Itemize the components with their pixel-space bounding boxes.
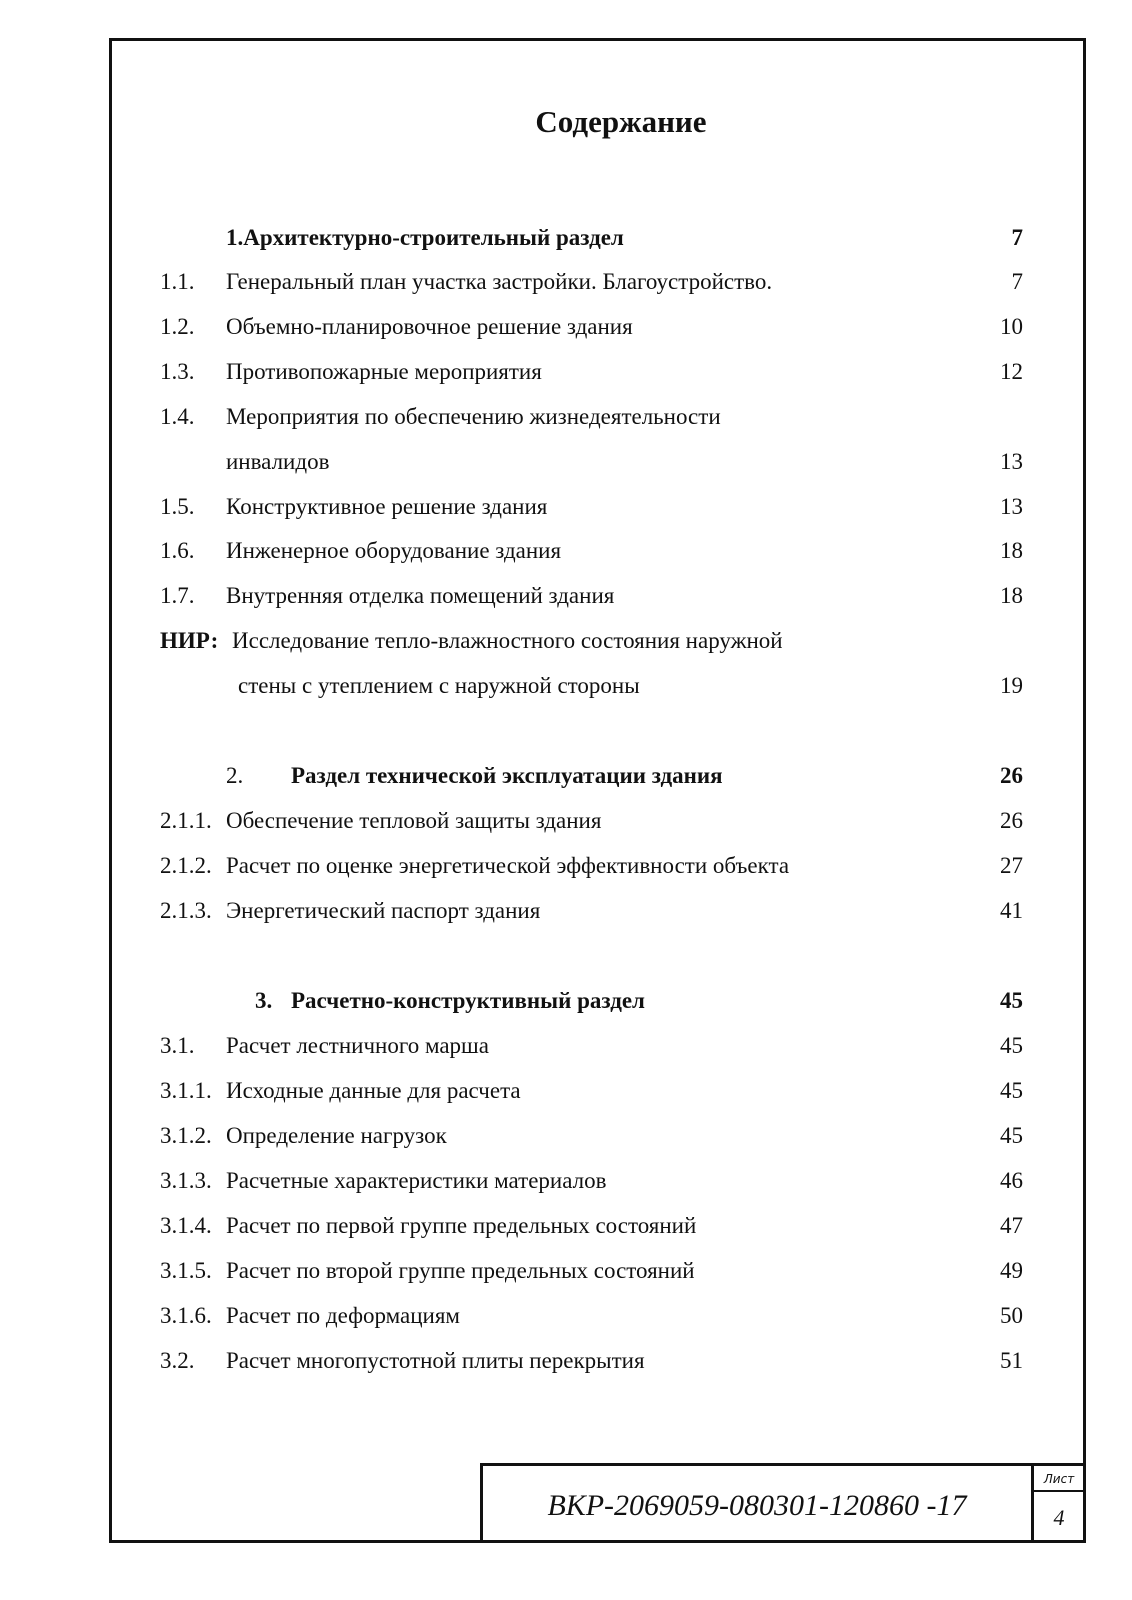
toc-entry-text: Расчет лестничного марша <box>226 1033 489 1058</box>
toc-entry <box>0 1163 1132 1199</box>
toc-entry-text: Расчетно-конструктивный раздел <box>291 988 645 1013</box>
toc-entry-page: 27 <box>1000 853 1023 878</box>
toc-entry-text: Конструктивное решение здания <box>226 494 548 519</box>
toc-entry-continuation <box>0 444 1132 480</box>
toc-entry-number: 1.7. <box>160 583 195 608</box>
toc-entry <box>0 1208 1132 1244</box>
toc-entry-number: 2.1.3. <box>160 898 212 923</box>
toc-entry-number: 3.1. <box>160 1033 195 1058</box>
toc-entry-text: Расчет по деформациям <box>226 1303 460 1328</box>
toc-entry-page: 46 <box>1000 1168 1023 1193</box>
toc-entry-text: Расчет по второй группе предельных состояний <box>226 1258 695 1283</box>
toc-entry-number: 2. <box>226 763 244 788</box>
toc-entry-page: 13 <box>1000 494 1023 519</box>
toc-entry-text: Расчет по первой группе предельных состояний <box>226 1213 697 1238</box>
toc-entry-page: 41 <box>1000 898 1023 923</box>
toc-entry-page: 12 <box>1000 359 1023 384</box>
toc-entry <box>0 399 1132 435</box>
toc-entry-research <box>0 623 1132 659</box>
toc-entry-text: Обеспечение тепловой защиты здания <box>226 808 602 833</box>
sheet-number: 4 <box>1053 1505 1065 1530</box>
toc-entry <box>0 893 1132 929</box>
toc-entry-page: 47 <box>1000 1213 1023 1238</box>
toc-section-heading <box>0 983 1132 1019</box>
toc-entry-text: 1.Архитектурно-строительный раздел <box>226 225 624 250</box>
toc-entry-text: инвалидов <box>226 449 330 474</box>
toc-entry-page: 45 <box>1000 1033 1023 1058</box>
toc-entry-number: 3. <box>255 988 273 1013</box>
toc-entry-page: 18 <box>1000 538 1023 563</box>
toc-entry-text: Мероприятия по обеспечению жизнедеятельности <box>226 404 721 429</box>
sheet-label: Лист <box>1034 1466 1084 1492</box>
toc-entry-number: 3.1.4. <box>160 1213 212 1238</box>
toc-entry-number: 1.5. <box>160 494 195 519</box>
title-block-stamp <box>480 1463 1084 1543</box>
toc-entry-page: 51 <box>1000 1348 1023 1373</box>
toc-entry-number: 2.1.2. <box>160 853 212 878</box>
toc-entry-number: НИР: <box>160 628 219 653</box>
toc-entry-number: 3.2. <box>160 1348 195 1373</box>
toc-entry-text: Инженерное оборудование здания <box>226 538 562 563</box>
toc-entry <box>0 1298 1132 1334</box>
toc-entry-page: 18 <box>1000 583 1023 608</box>
toc-entry <box>0 1028 1132 1064</box>
toc-entry-number: 1.4. <box>160 404 195 429</box>
toc-entry-page: 10 <box>1000 314 1023 339</box>
toc-entry-continuation <box>0 668 1132 704</box>
toc-entry-page: 50 <box>1000 1303 1023 1328</box>
toc-entry-number: 1.2. <box>160 314 195 339</box>
toc-entry <box>0 489 1132 525</box>
toc-entry-number: 3.1.2. <box>160 1123 212 1148</box>
toc-entry-number: 2.1.1. <box>160 808 212 833</box>
toc-entry-number: 1.1. <box>160 269 195 294</box>
toc-entry-number: 3.1.3. <box>160 1168 212 1193</box>
toc-entry-page: 7 <box>1011 225 1023 250</box>
toc-entry-number: 1.6. <box>160 538 195 563</box>
toc-entry-text: Исходные данные для расчета <box>226 1078 521 1103</box>
toc-entry <box>0 354 1132 390</box>
toc-entry-text: Расчетные характеристики материалов <box>226 1168 607 1193</box>
toc-entry <box>0 264 1132 300</box>
toc-entry-page: 7 <box>1011 269 1023 294</box>
sheet-cell <box>1031 1466 1084 1543</box>
toc-entry-page: 49 <box>1000 1258 1023 1283</box>
toc-entry <box>0 1343 1132 1379</box>
toc-entry-text: Объемно-планировочное решение здания <box>226 314 633 339</box>
toc-entry-page: 26 <box>1000 808 1023 833</box>
toc-entry-page: 45 <box>1000 1078 1023 1103</box>
toc-entry <box>0 848 1132 884</box>
page-title: Содержание <box>535 104 707 139</box>
toc-entry-text: Исследование тепло-влажностного состояния наружной <box>232 628 783 653</box>
toc-entry-page: 19 <box>1000 673 1023 698</box>
toc-entry-number: 3.1.5. <box>160 1258 212 1283</box>
toc-entry <box>0 803 1132 839</box>
toc-entry-number: 1.3. <box>160 359 195 384</box>
toc-entry-text: Энергетический паспорт здания <box>226 898 541 923</box>
toc-entry-text: Генеральный план участка застройки. Благоустройство. <box>226 269 773 294</box>
toc-entry-text: Расчет многопустотной плиты перекрытия <box>226 1348 645 1373</box>
toc-entry-page: 45 <box>1000 1123 1023 1148</box>
toc-entry <box>0 1253 1132 1289</box>
toc-entry-text: Расчет по оценке энергетической эффективности объекта <box>226 853 790 878</box>
toc-entry-page: 26 <box>1000 763 1023 788</box>
toc-entry-text: Внутренняя отделка помещений здания <box>226 583 615 608</box>
toc-entry <box>0 309 1132 345</box>
toc-entry <box>0 578 1132 614</box>
document-code: ВКР-2069059-080301-120860 -17 <box>547 1489 967 1522</box>
toc-entry <box>0 1118 1132 1154</box>
toc-entry-text: Раздел технической эксплуатации здания <box>291 763 723 788</box>
toc-entry <box>0 533 1132 569</box>
toc-entry-number: 3.1.1. <box>160 1078 212 1103</box>
toc-entry-number: 3.1.6. <box>160 1303 212 1328</box>
toc-entry-text: Противопожарные мероприятия <box>226 359 542 384</box>
toc-entry-page: 13 <box>1000 449 1023 474</box>
toc-section-heading <box>0 758 1132 794</box>
toc-section-heading <box>0 220 1132 256</box>
toc-entry-page: 45 <box>1000 988 1023 1013</box>
toc-entry <box>0 1073 1132 1109</box>
toc-entry-text: стены с утеплением с наружной стороны <box>238 673 640 698</box>
toc-entry-text: Определение нагрузок <box>226 1123 447 1148</box>
